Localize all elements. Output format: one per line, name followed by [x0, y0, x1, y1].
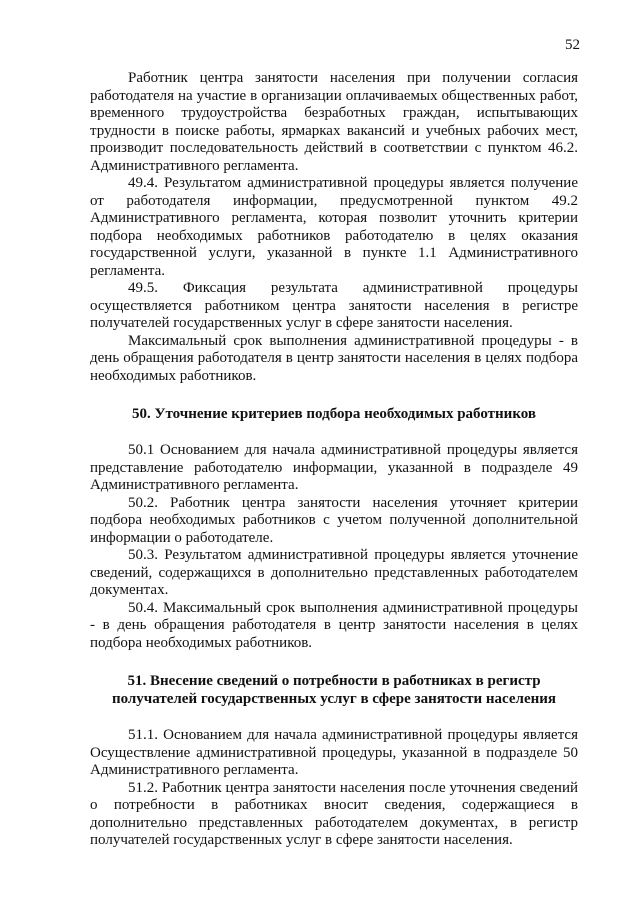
paragraph-50-1: 50.1 Основанием для начала административной процедуры является представление работодателю информации, указанной в подразделе 49 Административного регламента. — [90, 442, 578, 493]
paragraph-51-2: 51.2. Работник центра занятости населения после уточнения сведений о потребности в работниках вносит сведения, содержащиеся в дополнительно представленных работодателем документах, в регистр получателей государственных услуг в сфере занятости населения. — [90, 779, 578, 848]
spacer — [90, 652, 578, 672]
paragraph-49-5: 49.5. Фиксация результата административной процедуры осуществляется работником центра занятости населения в регистре получателей государственных услуг в сфере занятости населения. — [90, 280, 578, 331]
spacer — [90, 708, 578, 727]
paragraph-50-3: 50.3. Результатом административной процедуры является уточнение сведений, содержащихся в дополнительно представленных работодателем документах. — [90, 547, 578, 598]
spacer — [90, 423, 578, 442]
paragraph-50-2: 50.2. Работник центра занятости населения уточняет критерии подбора необходимых работников с учетом полученной дополнительной информации о работодателе. — [90, 494, 578, 546]
section-51-heading-line-2: получателей государственных услуг в сфере занятости населения — [111, 691, 557, 707]
spacer — [90, 385, 578, 405]
section-51-heading-line-1: 51. Внесение сведений о потребности в работниках в регистр — [127, 673, 541, 689]
page-number: 52 — [565, 37, 580, 53]
paragraph-employer-consent: Работник центра занятости населения при получении согласия работодателя на участие в организации оплачиваемых общественных работ, временного трудоустройства безработных граждан, испытывающих трудности в поиске работы, ярмарках вакансий и учебных рабочих мест, производит последовательность действий в соответствии с пунктом 46.2. Административного регламента. — [90, 70, 578, 174]
paragraph-max-term-49: Максимальный срок выполнения административной процедуры - в день обращения работодателя в центр занятости населения в целях подбора необходимых работников. — [90, 332, 578, 384]
document-body — [90, 70, 578, 850]
paragraph-51-1: 51.1. Основанием для начала административной процедуры является Осуществление административной процедуры, указанной в подразделе 50 Административного регламента. — [90, 727, 578, 778]
paragraph-50-4: 50.4. Максимальный срок выполнения административной процедуры - в день обращения работодателя в центр занятости населения в целях подбора необходимых работников. — [90, 599, 578, 651]
section-50-heading: 50. Уточнение критериев подбора необходимых работников — [132, 406, 536, 422]
paragraph-49-4: 49.4. Результатом административной процедуры является получение от работодателя информации, предусмотренной пунктом 49.2 Административного регламента, которая позволит уточнить критерии подбора необходимых работников работодателю в целях оказания государственной услуги, указанной в пункте 1.1 Административного регламента. — [90, 175, 578, 279]
